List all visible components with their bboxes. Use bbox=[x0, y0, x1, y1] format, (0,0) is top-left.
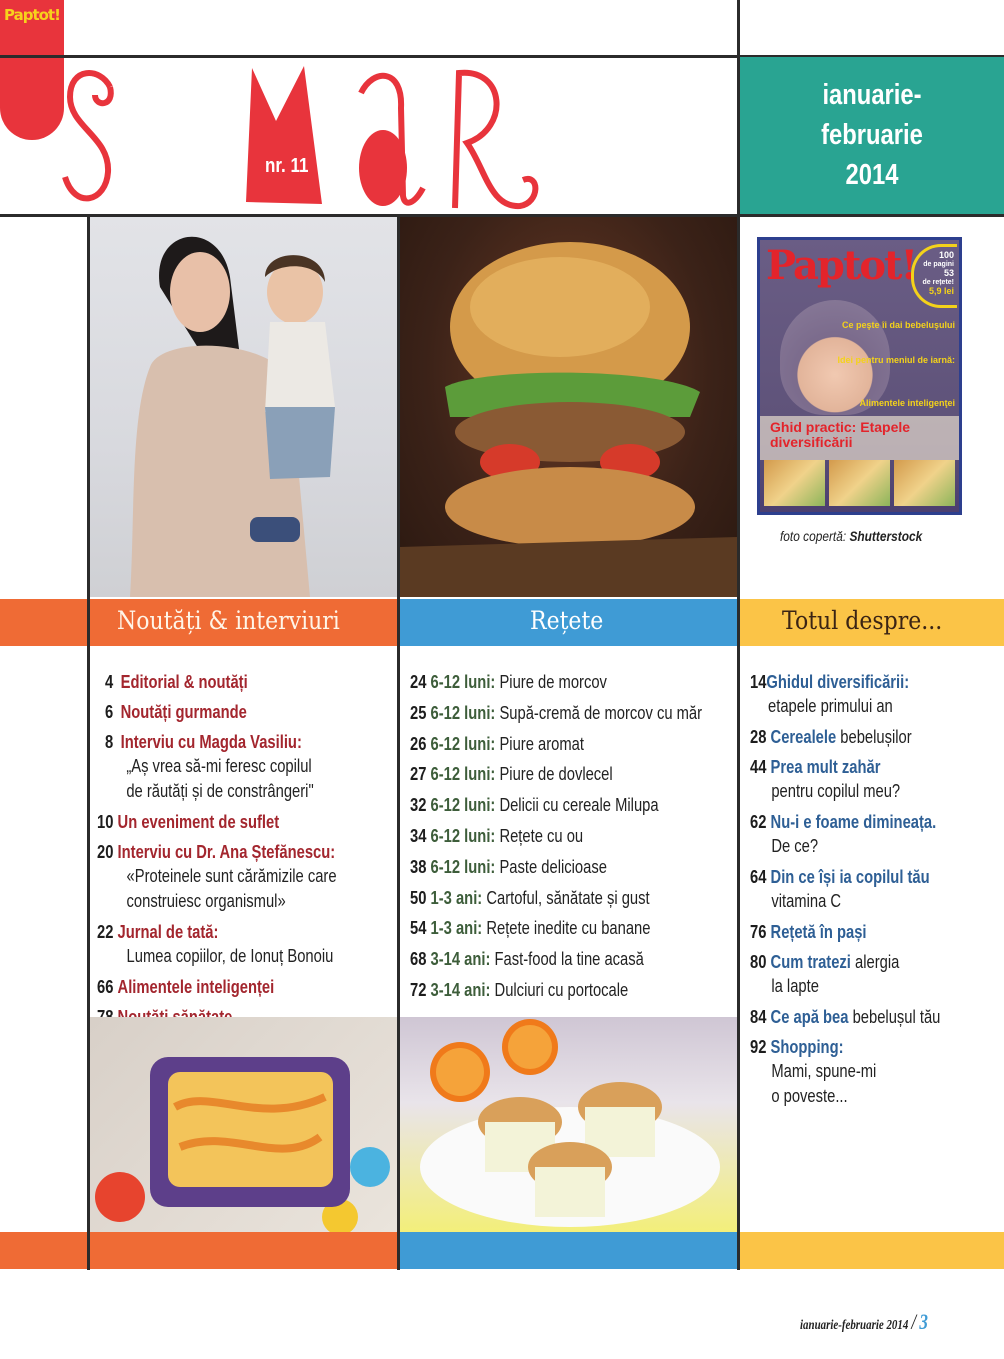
cover-banner-text: Ghid practic: Etapele diversificării bbox=[770, 419, 911, 450]
toc-news-item[interactable]: 20 Interviu cu Dr. Ana Ștefănescu: «Proteinele sunt cărămizile care construiesc organismul» bbox=[97, 842, 337, 911]
sumar-m-letter bbox=[246, 66, 324, 206]
toc-recipe-item[interactable]: 26 6-12 luni: Piure aromat bbox=[410, 733, 584, 754]
bottom-band-yellow bbox=[739, 1232, 1004, 1269]
toc-news bbox=[97, 671, 395, 1036]
toc-about-item[interactable]: 92 Shopping: Mami, spune-mi o poveste... bbox=[750, 1037, 877, 1106]
band-divider-right bbox=[737, 599, 740, 646]
date-line-3: 2014 bbox=[845, 159, 899, 191]
sumar-r-letter bbox=[445, 68, 545, 213]
toc-about-item[interactable]: 84 Ce apă bea bebelușul tău bbox=[750, 1007, 941, 1027]
toc-news-item[interactable]: 22 Jurnal de tată: Lumea copiilor, de Ionuț Bonoiu bbox=[97, 922, 334, 966]
toc-recipe-item[interactable]: 32 6-12 luni: Delicii cu cereale Milupa bbox=[410, 795, 659, 816]
toc-recipe-item[interactable]: 34 6-12 luni: Rețete cu ou bbox=[410, 825, 584, 846]
page-footer: ianuarie-februarie 2014 / 3 bbox=[800, 1309, 928, 1334]
cover-photo-caption: foto copertă: Shutterstock bbox=[780, 528, 923, 544]
toc-about-item[interactable]: 14Ghidul diversificării: etapele primului an bbox=[750, 672, 910, 716]
toc-news-item[interactable]: 4 Editorial & noutăți bbox=[105, 672, 248, 692]
toc-about-item[interactable]: 80 Cum tratezi alergia la lapte bbox=[750, 952, 900, 996]
toc-recipe-item[interactable]: 72 3-14 ani: Dulciuri cu portocale bbox=[410, 979, 629, 1000]
mother-child-illustration bbox=[90, 217, 397, 597]
cover-line-1: Ce peşte îi dai bebeluşului bbox=[841, 320, 955, 330]
toc-recipes bbox=[410, 671, 735, 1010]
section-title-recipes: Rețete bbox=[530, 606, 604, 635]
cover-title: Paptot! bbox=[766, 242, 917, 289]
toc-about-item[interactable]: 64 Din ce își ia copilul tău vitamina C bbox=[750, 867, 930, 911]
toc-about-item[interactable]: 62 Nu-i e foame dimineața. De ce? bbox=[750, 812, 937, 856]
bottom-divider-right bbox=[737, 1232, 740, 1269]
toc-recipe-item[interactable]: 27 6-12 luni: Piure de dovlecel bbox=[410, 764, 613, 785]
sumar-u-letter bbox=[0, 0, 64, 140]
footer-issue: ianuarie-februarie 2014 bbox=[800, 1318, 909, 1333]
issue-number: nr. 11 bbox=[265, 155, 309, 177]
photo-muffins bbox=[400, 1017, 737, 1232]
toc-news-item[interactable]: 66 Alimentele inteligenței bbox=[97, 977, 275, 997]
cover-line-2: Idei pentru meniul de iarnă: bbox=[837, 355, 955, 365]
band-divider-mid bbox=[397, 599, 400, 646]
magazine-cover bbox=[757, 237, 962, 515]
photo-lasagna bbox=[90, 1017, 397, 1232]
toc-recipe-item[interactable]: 24 6-12 luni: Piure de morcov bbox=[410, 672, 607, 692]
photo-mother-and-child bbox=[90, 217, 397, 597]
section-title-news: Noutăți & interviuri bbox=[117, 606, 340, 635]
toc-news-item[interactable]: 6 Noutăți gurmande bbox=[105, 702, 247, 722]
cover-food-photos bbox=[764, 460, 955, 506]
section-title-about: Totul despre... bbox=[782, 606, 943, 635]
toc-recipe-item[interactable]: 50 1-3 ani: Cartoful, sănătate și gust bbox=[410, 887, 650, 908]
cover-badge: 100 de pagini 53 de rețete! 5,9 lei bbox=[911, 244, 957, 308]
bottom-band-orange bbox=[0, 1232, 398, 1269]
sumar-a-letter bbox=[353, 68, 433, 213]
band-divider-left bbox=[87, 599, 90, 646]
burger-illustration bbox=[400, 217, 737, 597]
page-number: 3 bbox=[919, 1309, 928, 1334]
toc-about-item[interactable]: 76 Rețetă în pași bbox=[750, 922, 867, 942]
toc-recipe-item[interactable]: 68 3-14 ani: Fast-food la tine acasă bbox=[410, 949, 644, 970]
bottom-divider-mid bbox=[397, 1232, 400, 1269]
toc-about-item[interactable]: 44 Prea mult zahăr pentru copilul meu? bbox=[750, 757, 901, 801]
bottom-band-blue bbox=[399, 1232, 738, 1269]
paptot-logo: Paptot! bbox=[4, 6, 60, 24]
bottom-divider-left bbox=[87, 1232, 90, 1269]
toc-about-item[interactable]: 28 Cerealele bebelușilor bbox=[750, 727, 912, 747]
toc-recipe-item[interactable]: 54 1-3 ani: Rețete inedite cu banane bbox=[410, 918, 651, 939]
date-line-2: februarie bbox=[821, 119, 923, 151]
sumar-s-letter bbox=[60, 62, 122, 212]
toc-recipe-item[interactable]: 25 6-12 luni: Supă-cremă de morcov cu măr bbox=[410, 702, 703, 723]
lasagna-illustration bbox=[90, 1017, 397, 1232]
photo-burger bbox=[400, 217, 737, 597]
toc-news-item[interactable]: 10 Un eveniment de suflet bbox=[97, 812, 280, 832]
issue-date-box bbox=[740, 57, 1004, 214]
toc-about bbox=[750, 671, 1000, 1116]
date-line-1: ianuarie- bbox=[822, 79, 922, 111]
muffins-illustration bbox=[400, 1017, 737, 1232]
toc-recipe-item[interactable]: 38 6-12 luni: Paste delicioase bbox=[410, 856, 607, 877]
cover-line-3: Alimentele inteligenţei bbox=[859, 398, 955, 408]
toc-news-item[interactable]: 8 Interviu cu Magda Vasiliu: „Aș vrea să-mi feresc copilul de răutăți și de constrângeri" bbox=[105, 732, 314, 801]
